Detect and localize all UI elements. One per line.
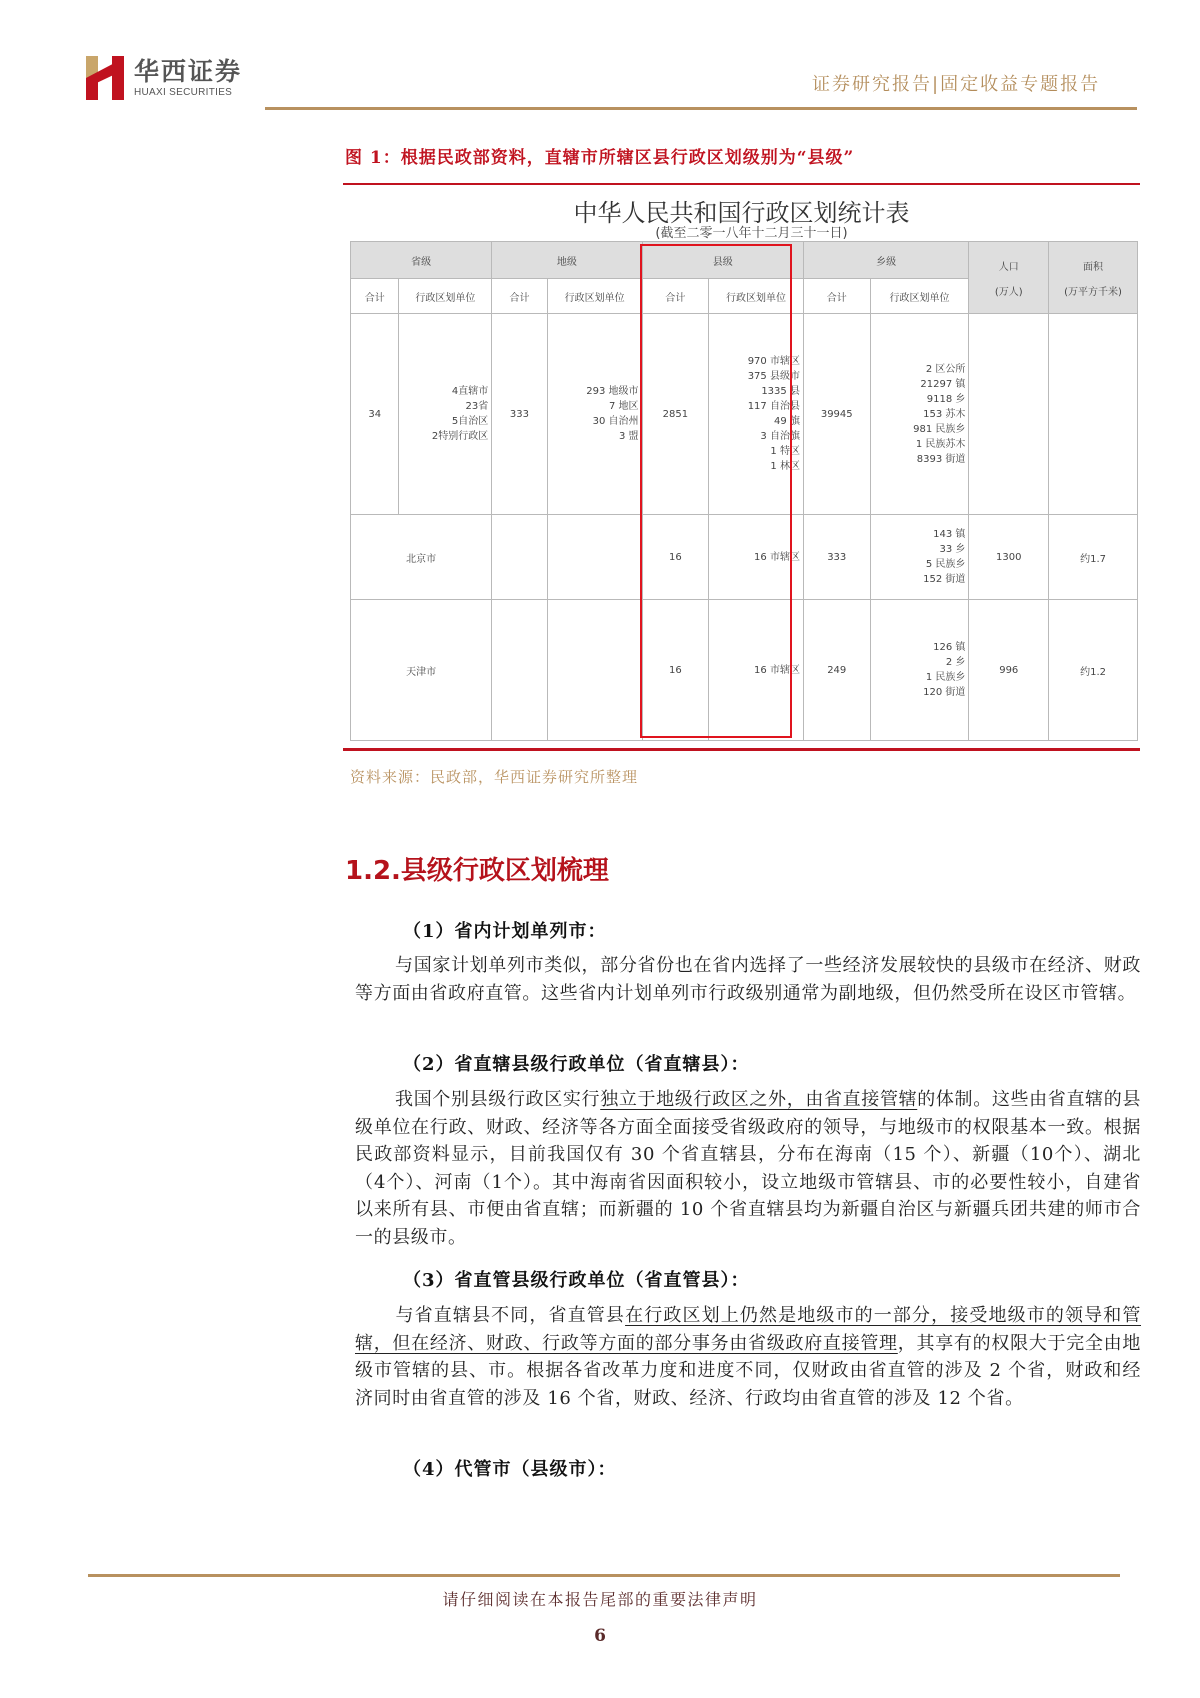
header-total: 合计 <box>351 279 399 314</box>
unit-line: 981 民族乡 <box>913 423 966 435</box>
unit-line: 23省 <box>465 401 489 412</box>
header-population <box>969 242 1049 314</box>
figure-caption: 图 1：根据民政部资料，直辖市所辖区县行政区划级别为“县级” <box>345 148 855 168</box>
unit-line: 3 盟 <box>619 431 639 442</box>
header-units: 行政区划单位 <box>399 279 492 314</box>
unit-line: 153 苏木 <box>923 408 966 420</box>
figure-source: 资料来源：民政部，华西证券研究所整理 <box>350 768 639 786</box>
township-units <box>870 600 969 741</box>
empty-cell <box>492 515 547 600</box>
paragraph-text: 与省直辖县不同，省直管县 <box>395 1305 626 1326</box>
table-subtitle: (截至二零一八年十二月三十一日) <box>655 226 848 241</box>
township-total: 333 <box>803 515 870 600</box>
unit-line: 33 乡 <box>939 544 966 555</box>
province-units <box>399 314 492 515</box>
unit-line: 7 地区 <box>609 401 639 412</box>
unit-line: 126 镇 <box>933 642 966 653</box>
county-total: 16 <box>642 600 709 741</box>
legal-disclaimer-note: 请仔细阅读在本报告尾部的重要法律声明 <box>442 1590 758 1609</box>
header-total: 合计 <box>642 279 709 314</box>
header-area-label: 面积 <box>1083 261 1104 273</box>
footer-divider <box>88 1574 1120 1577</box>
header-row-level <box>351 242 1138 279</box>
empty-cell <box>547 515 642 600</box>
header-county: 县级 <box>642 242 803 279</box>
unit-line: 9118 乡 <box>926 393 966 405</box>
paragraph-text: 与国家计划单列市类似，部分省份也在省内选择了一些经济发展较快的县级市在经济、财政等方面由省政府直管。这些省内计划单列市行政级别通常为副地级，但仍然受所在设区市管辖。 <box>355 955 1141 1004</box>
header-units: 行政区划单位 <box>709 279 804 314</box>
subheading-3: （3）省直管县级行政单位（省直管县）： <box>403 1270 750 1291</box>
header-units: 行政区划单位 <box>870 279 969 314</box>
unit-line: 3 自治旗 <box>760 431 800 442</box>
unit-line: 8393 街道 <box>916 453 966 465</box>
area-cell: 约1.2 <box>1049 600 1138 741</box>
empty-cell <box>492 600 547 741</box>
prefecture-units <box>547 314 642 515</box>
unit-line: 970 市辖区 <box>747 356 800 367</box>
township-total: 39945 <box>803 314 870 515</box>
subheading-4: （4）代管市（县级市）： <box>403 1459 617 1480</box>
paragraph-text: ，其享有的权限大于完全由地级市管辖的县、市。根据各省改革力度和进度不同，仅财政由省直管的涉及 2 个省，财政和经济同时由省直管的涉及 16 个省，财政、经济、行政均由省直管的涉及 12 个省。 <box>355 1332 1141 1409</box>
report-type: 证券研究报告|固定收益专题报告 <box>812 74 1101 95</box>
table-row-tianjin <box>351 600 1138 741</box>
paragraph-2 <box>355 1086 1141 1251</box>
unit-line: 1 林区 <box>770 461 800 472</box>
unit-line: 1 民族苏木 <box>915 438 966 450</box>
header-population-label: 人口 <box>998 261 1019 273</box>
figure-top-rule <box>343 183 1140 185</box>
subheading-1: （1）省内计划单列市： <box>403 921 607 942</box>
unit-line: 143 镇 <box>933 529 966 540</box>
prefecture-total: 333 <box>492 314 547 515</box>
unit-line: 120 街道 <box>923 687 966 698</box>
admin-division-table <box>350 241 1138 741</box>
header-area-unit: (万平方千米) <box>1064 286 1122 298</box>
header-township: 乡级 <box>803 242 968 279</box>
county-units <box>709 314 804 515</box>
unit-line: 2 乡 <box>945 657 966 668</box>
header-population-unit: (万人) <box>994 286 1023 298</box>
unit-line: 5自治区 <box>451 416 489 427</box>
underlined-text: 独立于地级行政区之外，由省直接管辖 <box>600 1089 918 1110</box>
province-total: 34 <box>351 314 399 515</box>
table-row-beijing <box>351 515 1138 600</box>
region-name: 天津市 <box>351 600 492 741</box>
unit-line: 2特别行政区 <box>431 431 489 442</box>
header-prefecture: 地级 <box>492 242 642 279</box>
header-total: 合计 <box>803 279 870 314</box>
huaxi-logo-icon <box>84 54 126 100</box>
header-divider <box>265 107 1137 110</box>
unit-line: 117 自治县 <box>747 401 800 412</box>
paragraph-text: 我国个别县级行政区实行 <box>395 1089 601 1110</box>
page-number: 6 <box>594 1626 606 1646</box>
township-units <box>870 515 969 600</box>
header-province: 省级 <box>351 242 492 279</box>
unit-line: 2 区公所 <box>925 363 966 375</box>
county-units: 16 市辖区 <box>709 515 804 600</box>
unit-line: 5 民族乡 <box>925 559 966 570</box>
area-cell <box>1049 314 1138 515</box>
header-units: 行政区划单位 <box>547 279 642 314</box>
header-area <box>1049 242 1138 314</box>
header-total: 合计 <box>492 279 547 314</box>
section-title: 1.2.县级行政区划梳理 <box>345 856 609 886</box>
figure-bottom-rule <box>343 748 1140 751</box>
unit-line: 152 街道 <box>923 574 966 585</box>
unit-line: 1 民族乡 <box>925 672 966 683</box>
population-cell: 1300 <box>969 515 1049 600</box>
township-total: 249 <box>803 600 870 741</box>
area-cell: 约1.7 <box>1049 515 1138 600</box>
unit-line: 375 县级市 <box>747 371 800 382</box>
unit-line: 293 地级市 <box>586 386 639 397</box>
paragraph-3 <box>355 1302 1141 1412</box>
table-row-national <box>351 314 1138 515</box>
township-units <box>870 314 969 515</box>
population-cell <box>969 314 1049 515</box>
unit-line: 1 特区 <box>770 446 800 457</box>
paragraph-1 <box>355 952 1141 1007</box>
brand-name-en: HUAXI SECURITIES <box>134 87 233 98</box>
empty-cell <box>547 600 642 741</box>
unit-line: 49 旗 <box>774 416 800 427</box>
county-total: 2851 <box>642 314 709 515</box>
unit-line: 1335 县 <box>761 386 800 397</box>
subheading-2: （2）省直辖县级行政单位（省直辖县）： <box>403 1054 750 1075</box>
brand-name-cn: 华西证券 <box>134 57 243 86</box>
county-total: 16 <box>642 515 709 600</box>
population-cell: 996 <box>969 600 1049 741</box>
county-units: 16 市辖区 <box>709 600 804 741</box>
unit-line: 30 自治州 <box>592 416 639 427</box>
table-title: 中华人民共和国行政区划统计表 <box>573 199 910 227</box>
unit-line: 21297 镇 <box>920 378 966 390</box>
region-name: 北京市 <box>351 515 492 600</box>
paragraph-text: 的体制。这些由省直辖的县级单位在行政、财政、经济等各方面全面接受省级政府的领导，与地级市的权限基本一致。根据民政部资料显示，目前我国仅有 30 个省直辖县，分布在海南（15 个）、新疆（10个）、湖北（4个）、河南（1个）。其中海南省因面积较小，设立地级市管辖县、市的必要性较小，自建省以来所有县、市便由省直辖；而新疆的 10 个省直辖县均为新疆自治区与新疆兵团共建的师市合一的县级市。 <box>355 1089 1141 1248</box>
underlined-text: 在行政区划上仍然是地级市的一部分，接受地级市的领导和管辖，但在经济、财政、行政等方面的部分事务由省级政府直接管理 <box>355 1305 1142 1354</box>
unit-line: 4直辖市 <box>451 386 489 397</box>
